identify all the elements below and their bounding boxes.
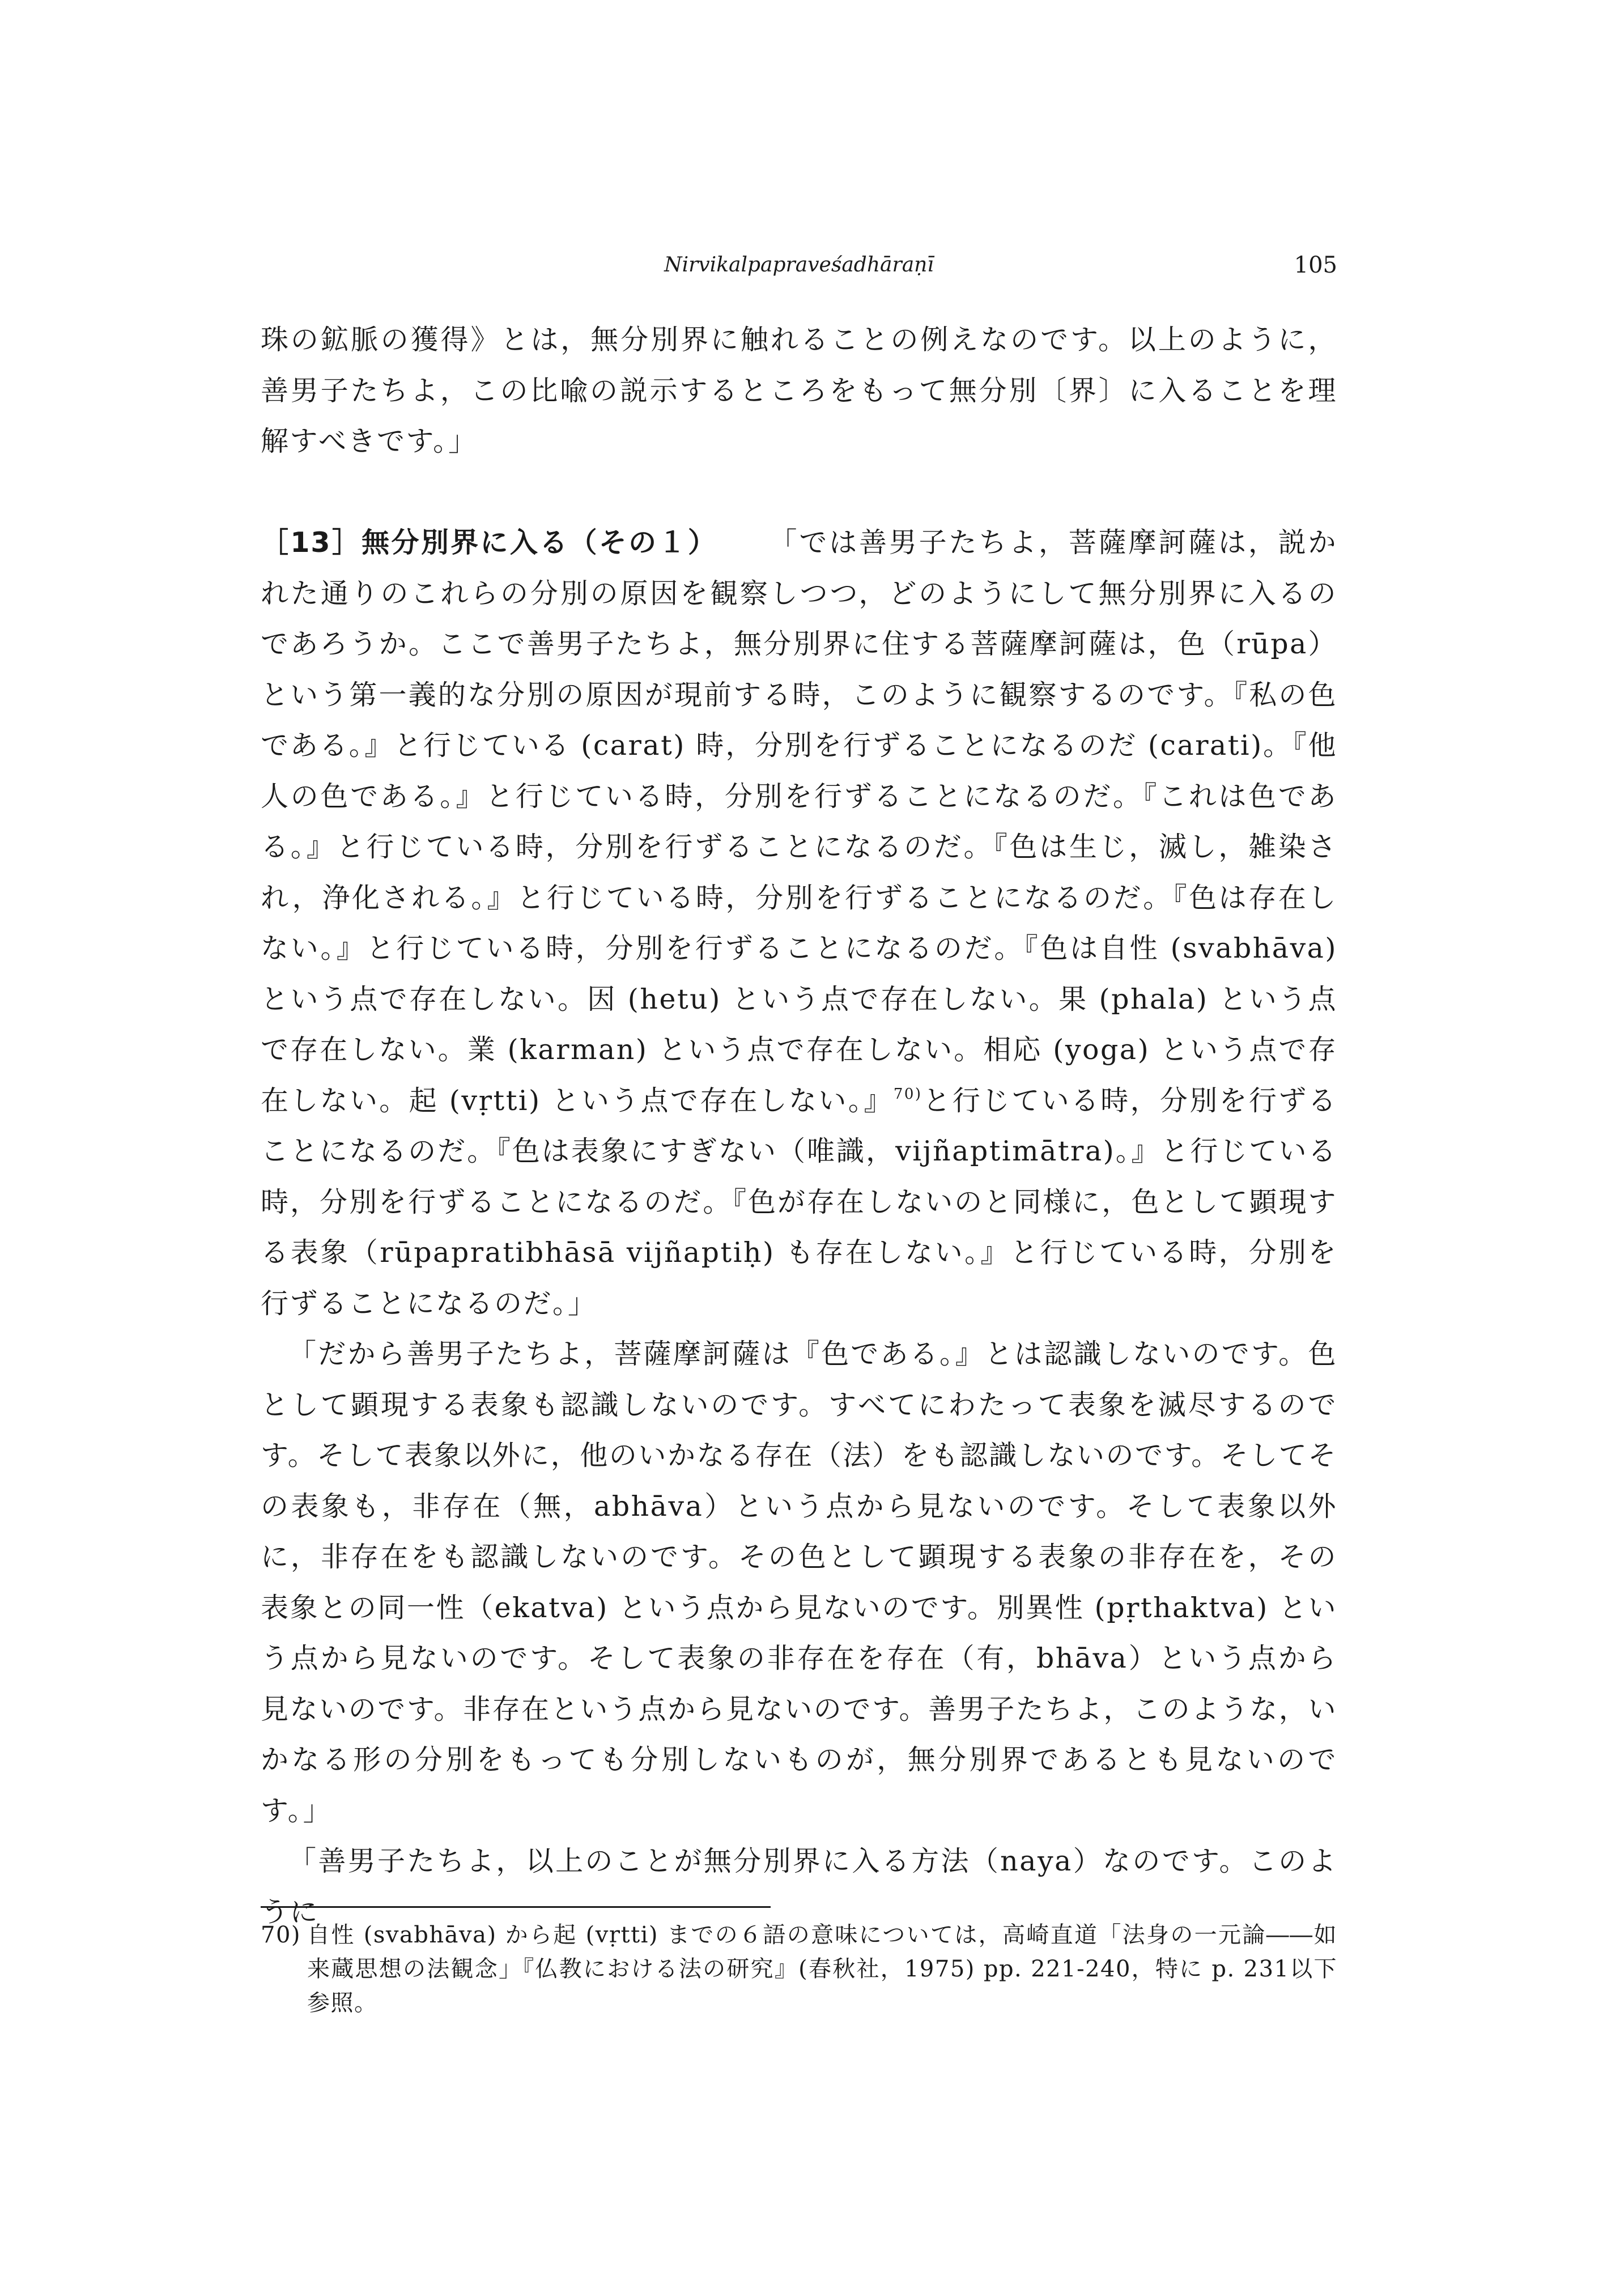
- section-text-b: と行じている時，分別を行ずることになるのだ。『色は表象にすぎない（唯識，vijñaptimātra)。』と行じている時，分別を行ずることになるのだ。『色が存在しないのと同様に，色として顕現する表象（rūpapratibhāsā vijñaptiḥ) も存在しない。』と行じている時，分別を行ずることになるのだ。」: [261, 1084, 1337, 1320]
- section-13-paragraph: [261, 517, 1337, 1329]
- paragraph: 「善男子たちよ，以上のことが無分別界に入る方法（naya）なのです。このように: [261, 1845, 1337, 1928]
- footnote-divider: [261, 1906, 771, 1908]
- paragraph-continuation: 珠の鉱脈の獲得》とは，無分別界に触れることの例えなのです。以上のように，善男子たちよ，この比喩の説示するところをもって無分別〔界〕に入ることを理解すべきです。」: [261, 324, 1337, 457]
- footnote-text: 自性 (svabhāva) から起 (vṛtti) までの６語の意味については，高崎直道「法身の一元論――如来蔵思想の法観念」『仏教における法の研究』(春秋社，1975) pp. 221-240，特に p. 231以下参照。: [307, 1922, 1337, 2016]
- paragraph-gap: [261, 467, 1337, 518]
- section-heading: ［13］無分別界に入る（その１）: [261, 526, 718, 559]
- page-number: 105: [1294, 252, 1337, 278]
- footnote-ref[interactable]: 70): [893, 1085, 922, 1103]
- paragraph: 「だから善男子たちよ，菩薩摩訶薩は『色である。』とは認識しないのです。色として顕現する表象も認識しないのです。すべてにわたって表象を滅尽するのです。そして表象以外に，他のいかなる存在（法）をも認識しないのです。そしてその表象も，非存在（無，abhāva）という点から見ないのです。そして表象以外に，非存在をも認識しないのです。その色として顕現する表象の非存在を，その表象との同一性（ekatva) という点から見ないのです。別異性 (pṛthaktva) という点から見ないのです。そして表象の非存在を存在（有，bhāva）という点から見ないのです。非存在という点から見ないのです。善男子たちよ，このような，いかなる形の分別をもっても分別しないものが，無分別界であるとも見ないのです。」: [261, 1338, 1337, 1827]
- body-text: [261, 314, 1337, 1937]
- running-head: [261, 248, 1337, 282]
- running-title: Nirvikalpapraveśadhāraṇī: [664, 253, 934, 277]
- section-text-a: 「では善男子たちよ，菩薩摩訶薩は，説かれた通りのこれらの分別の原因を観察しつつ，どのようにして無分別界に入るのであろうか。ここで善男子たちよ，無分別界に住する菩薩摩訶薩は，色（rūpa）という第一義的な分別の原因が現前する時，このように観察するのです。『私の色である。』と行じている (carat) 時，分別を行ずることになるのだ (carati)。『他人の色である。』と行じている時，分別を行ずることになるのだ。『これは色である。』と行じている時，分別を行ずることになるのだ。『色は生じ，滅し，雑染され，浄化される。』と行じている時，分別を行ずることになるのだ。『色は存在しない。』と行じている時，分別を行ずることになるのだ。『色は自性 (svabhāva) という点で存在しない。因 (hetu) という点で存在しない。果 (phala) という点で存在しない。業 (karman) という点で存在しない。相応 (yoga) という点で存在しない。起 (vṛtti) という点で存在しない。』: [261, 526, 1337, 1117]
- footnote-number: 70): [261, 1922, 301, 1948]
- footnotes: [261, 1918, 1337, 2020]
- footnote-70: [261, 1918, 1337, 2020]
